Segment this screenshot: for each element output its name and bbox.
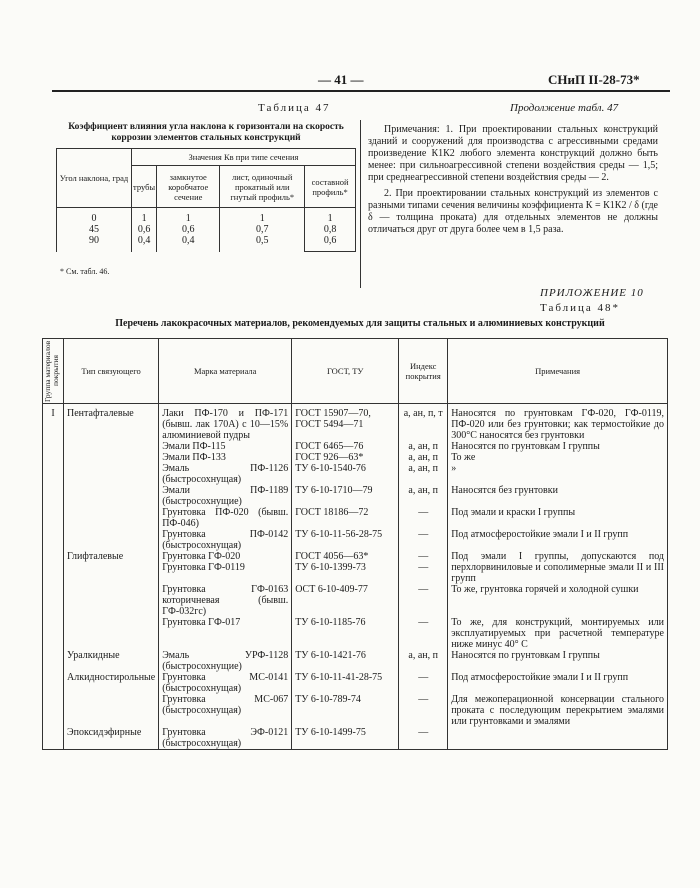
table48-cell-brand: Грунтовка ГФ-0163 которичневая (бывш. ГФ-032гс) — [159, 584, 292, 617]
document-code: СНиП II-28-73* — [548, 72, 640, 87]
table48-cell-group — [43, 617, 64, 650]
table48-cell-index: — — [399, 617, 448, 650]
table48-head-type: Тип связующего — [64, 339, 159, 404]
table47-head-group: Значения Кв при типе сечения — [132, 149, 356, 166]
table48-cell-group — [43, 551, 64, 584]
table48-cell-brand: Эмаль УРФ-1128 (быстросохнущие) — [159, 650, 292, 672]
table48-cell-brand: Грунтовка ЭФ-0121 (быстросохнущая) — [159, 727, 292, 750]
table47-footnote: * См. табл. 46. — [60, 267, 110, 276]
table48-cell-index: — — [399, 727, 448, 750]
table48-cell-group: I — [43, 404, 64, 442]
table48-cell-index: — — [399, 529, 448, 551]
table47-head-angle: Угол наклона, град — [57, 149, 132, 208]
table48-cell-index: — — — [399, 551, 448, 584]
table47-col-closed: замкнутое коробчатое сечение — [157, 166, 220, 208]
appendix-label: ПРИЛОЖЕНИЕ 10 — [540, 287, 644, 299]
table48-cell-gost: ТУ 6-10-11-56-28-75 — [292, 529, 399, 551]
table47-closed-values: 1 0,6 0,4 — [157, 208, 220, 252]
table48-cell-note — [448, 727, 668, 750]
table-row — [43, 452, 668, 463]
table-row — [43, 551, 668, 584]
table48-cell-index: а, ан, п, т — [399, 404, 448, 442]
table48-cell-note: То же, грунтовка горячей и холодной сушки — [448, 584, 668, 617]
table48-cell-note: Под эмали и краски I группы — [448, 507, 668, 529]
table48-cell-gost: ТУ 6-10-1710—79 — [292, 485, 399, 507]
table48-caption: Таблица 48* — [540, 302, 621, 314]
table47-notes — [368, 124, 658, 240]
table-row — [43, 650, 668, 672]
table48-cell-index: — — [399, 584, 448, 617]
table48-cell-type: Уралкидные — [64, 650, 159, 672]
table48-cell-gost: ТУ 6-10-1540-76 — [292, 463, 399, 485]
table48-cell-type — [64, 529, 159, 551]
table48-cell-type — [64, 452, 159, 463]
table48-cell-type — [64, 584, 159, 617]
table48-cell-gost: ТУ 6-10-1421-76 — [292, 650, 399, 672]
table48-cell-gost: ОСТ 6-10-409-77 — [292, 584, 399, 617]
table47-continued-label: Продолжение табл. 47 — [510, 102, 619, 114]
table48-cell-gost: ТУ 6-10-11-41-28-75 — [292, 672, 399, 694]
table48-cell-type: Пентафталевые — [64, 404, 159, 442]
table48-cell-group — [43, 529, 64, 551]
table-row — [43, 463, 668, 485]
table47-title: Коэффициент влияния угла наклона к горизонтали на скорость коррозии элементов стальных конструкций — [68, 122, 344, 143]
table47-composite-values: 1 0,8 0,6 — [305, 208, 356, 252]
table48-cell-group — [43, 452, 64, 463]
table48-head-gost: ГОСТ, ТУ — [292, 339, 399, 404]
table48-cell-type: Алкидностирольные — [64, 672, 159, 694]
table48-head-notes: Примечания — [448, 339, 668, 404]
table47-angles: 0 45 90 — [57, 208, 132, 252]
table48-cell-group — [43, 584, 64, 617]
table48-head-group: Группа материалов покрытия — [43, 339, 64, 404]
table48-cell-brand: Эмали ПФ-1189 (быстросохнущие) — [159, 485, 292, 507]
table-row — [43, 485, 668, 507]
table48-cell-index: а, ан, п — [399, 463, 448, 485]
table48-cell-note: Наносятся по грунтовкам I группы — [448, 441, 668, 452]
table48-cell-type — [64, 441, 159, 452]
table-row — [43, 404, 668, 442]
table48-cell-note: » — [448, 463, 668, 485]
table47 — [56, 148, 356, 252]
table48-cell-group — [43, 485, 64, 507]
table48-cell-brand: Грунтовка ПФ-020 (бывш. ПФ-046) — [159, 507, 292, 529]
table48-cell-group — [43, 441, 64, 452]
table48-cell-group — [43, 507, 64, 529]
table-row — [43, 727, 668, 750]
table48-cell-index: — — [399, 672, 448, 694]
table47-tubes-values: 1 0,6 0,4 — [132, 208, 157, 252]
table48-cell-brand: Эмаль ПФ-1126 (быстросохнущая) — [159, 463, 292, 485]
table48-cell-brand: Лаки ПФ-170 и ПФ-171 (бывш. лак 170А) с 10—15% алюминиевой пудры — [159, 404, 292, 442]
table48-cell-type — [64, 617, 159, 650]
table-row — [43, 441, 668, 452]
table48-cell-note: Под эмали I группы, допускаются под перхлорвиниловые и сополимерные эмали II и III групп — [448, 551, 668, 584]
table48-cell-gost: ГОСТ 926—63* — [292, 452, 399, 463]
table48-cell-note: Наносятся по грунтовкам ГФ-020, ГФ-0119, ПФ-020 или без грунтовки; как термостойкие до 300°С наносятся без грунтовки — [448, 404, 668, 442]
table48-body — [43, 404, 668, 750]
table-row — [43, 694, 668, 727]
table48-cell-group — [43, 727, 64, 750]
table48-cell-brand: Грунтовка ПФ-0142 (быстросохнущая) — [159, 529, 292, 551]
table47-col-tubes: трубы — [132, 166, 157, 208]
table48-cell-group — [43, 694, 64, 727]
table48-cell-note: Для межоперационной консервации стального проката с последующим перекрытием эмалями или грунтовками и эмалями — [448, 694, 668, 727]
table48-cell-brand: Грунтовка МС-067 (быстросохнущая) — [159, 694, 292, 727]
table48-cell-type: Эпоксидэфирные — [64, 727, 159, 750]
table48-title: Перечень лакокрасочных материалов, рекомендуемых для защиты стальных и алюминиевых конструкций — [115, 318, 605, 329]
table-row — [43, 584, 668, 617]
header-rule — [52, 90, 670, 92]
table48-cell-brand: Грунтовка ГФ-017 — [159, 617, 292, 650]
table48-cell-gost: ГОСТ 15907—70, ГОСТ 5494—71 — [292, 404, 399, 442]
table48-cell-brand: Эмали ПФ-115 — [159, 441, 292, 452]
table48-cell-note: Под атмосферостойкие эмали I и II групп — [448, 672, 668, 694]
table48-cell-note: То же — [448, 452, 668, 463]
table-row — [43, 529, 668, 551]
table48-cell-type — [64, 463, 159, 485]
table48-cell-gost: ТУ 6-10-1499-75 — [292, 727, 399, 750]
page-number: — 41 — — [318, 72, 364, 87]
table47-sheet-values: 1 0,7 0,5 — [220, 208, 305, 252]
table48-cell-gost: ГОСТ 18186—72 — [292, 507, 399, 529]
table47-caption: Таблица 47 — [258, 102, 331, 114]
table48-cell-index: а, ан, п — [399, 441, 448, 452]
table48-head-brand: Марка материала — [159, 339, 292, 404]
table48-cell-brand: Грунтовка ГФ-020 Грунтовка ГФ-0119 — [159, 551, 292, 584]
table48-head-index: Индекс покрытия — [399, 339, 448, 404]
table48-cell-index: — — [399, 507, 448, 529]
table48-cell-brand: Грунтовка МС-0141 (быстросохнущая) — [159, 672, 292, 694]
column-divider — [360, 120, 361, 288]
table48-cell-group — [43, 650, 64, 672]
table48-cell-gost: ГОСТ 4056—63* ТУ 6-10-1399-73 — [292, 551, 399, 584]
table48-cell-group — [43, 672, 64, 694]
table-row — [43, 617, 668, 650]
table47-col-composite: составной профиль* — [305, 166, 356, 208]
table48-cell-note: Наносятся без грунтовки — [448, 485, 668, 507]
table48-cell-type: Глифталевые — [64, 551, 159, 584]
table48-cell-type — [64, 507, 159, 529]
table48-cell-gost: ГОСТ 6465—76 — [292, 441, 399, 452]
table48-cell-index: а, ан, п — [399, 485, 448, 507]
table-row — [43, 672, 668, 694]
table48-cell-note: То же, для конструкций, монтируемых или эксплуатируемых при расчетной температуре ниже минус 40° С — [448, 617, 668, 650]
table47-col-sheet: лист, одиночный прокатный или гнутый профиль* — [220, 166, 305, 208]
table48-cell-gost: ТУ 6-10-789-74 — [292, 694, 399, 727]
table48-cell-type — [64, 485, 159, 507]
table48-cell-index: а, ан, п — [399, 650, 448, 672]
table48-cell-gost: ТУ 6-10-1185-76 — [292, 617, 399, 650]
table48-cell-group — [43, 463, 64, 485]
note-1: Примечания: 1. При проектировании стальных конструкций зданий и сооружений для производства с агрессивными средами произведение К1К2 любого элемента конструкций должно быть менее: при сильноагрессивной степени воздействия среды — 1,5; при среднеагрессивной степени воздействия среды — 2. — [368, 124, 658, 183]
note-2: 2. При проектировании стальных конструкций из элементов с разными типами сечения величины коэффициента К = К1К2 / δ (где δ — толщина проката) для отдельных элементов не должны отличаться друг от друга более чем в 1,5 раза. — [368, 188, 658, 235]
table48-cell-brand: Эмали ПФ-133 — [159, 452, 292, 463]
table48-cell-note: Наносятся по грунтовкам I группы — [448, 650, 668, 672]
table48-cell-note: Под атмосферостойкие эмали I и II групп — [448, 529, 668, 551]
table48-cell-type — [64, 694, 159, 727]
table48-cell-index: — — [399, 694, 448, 727]
table48 — [42, 338, 668, 750]
table-row — [43, 507, 668, 529]
table48-cell-index: а, ан, п — [399, 452, 448, 463]
